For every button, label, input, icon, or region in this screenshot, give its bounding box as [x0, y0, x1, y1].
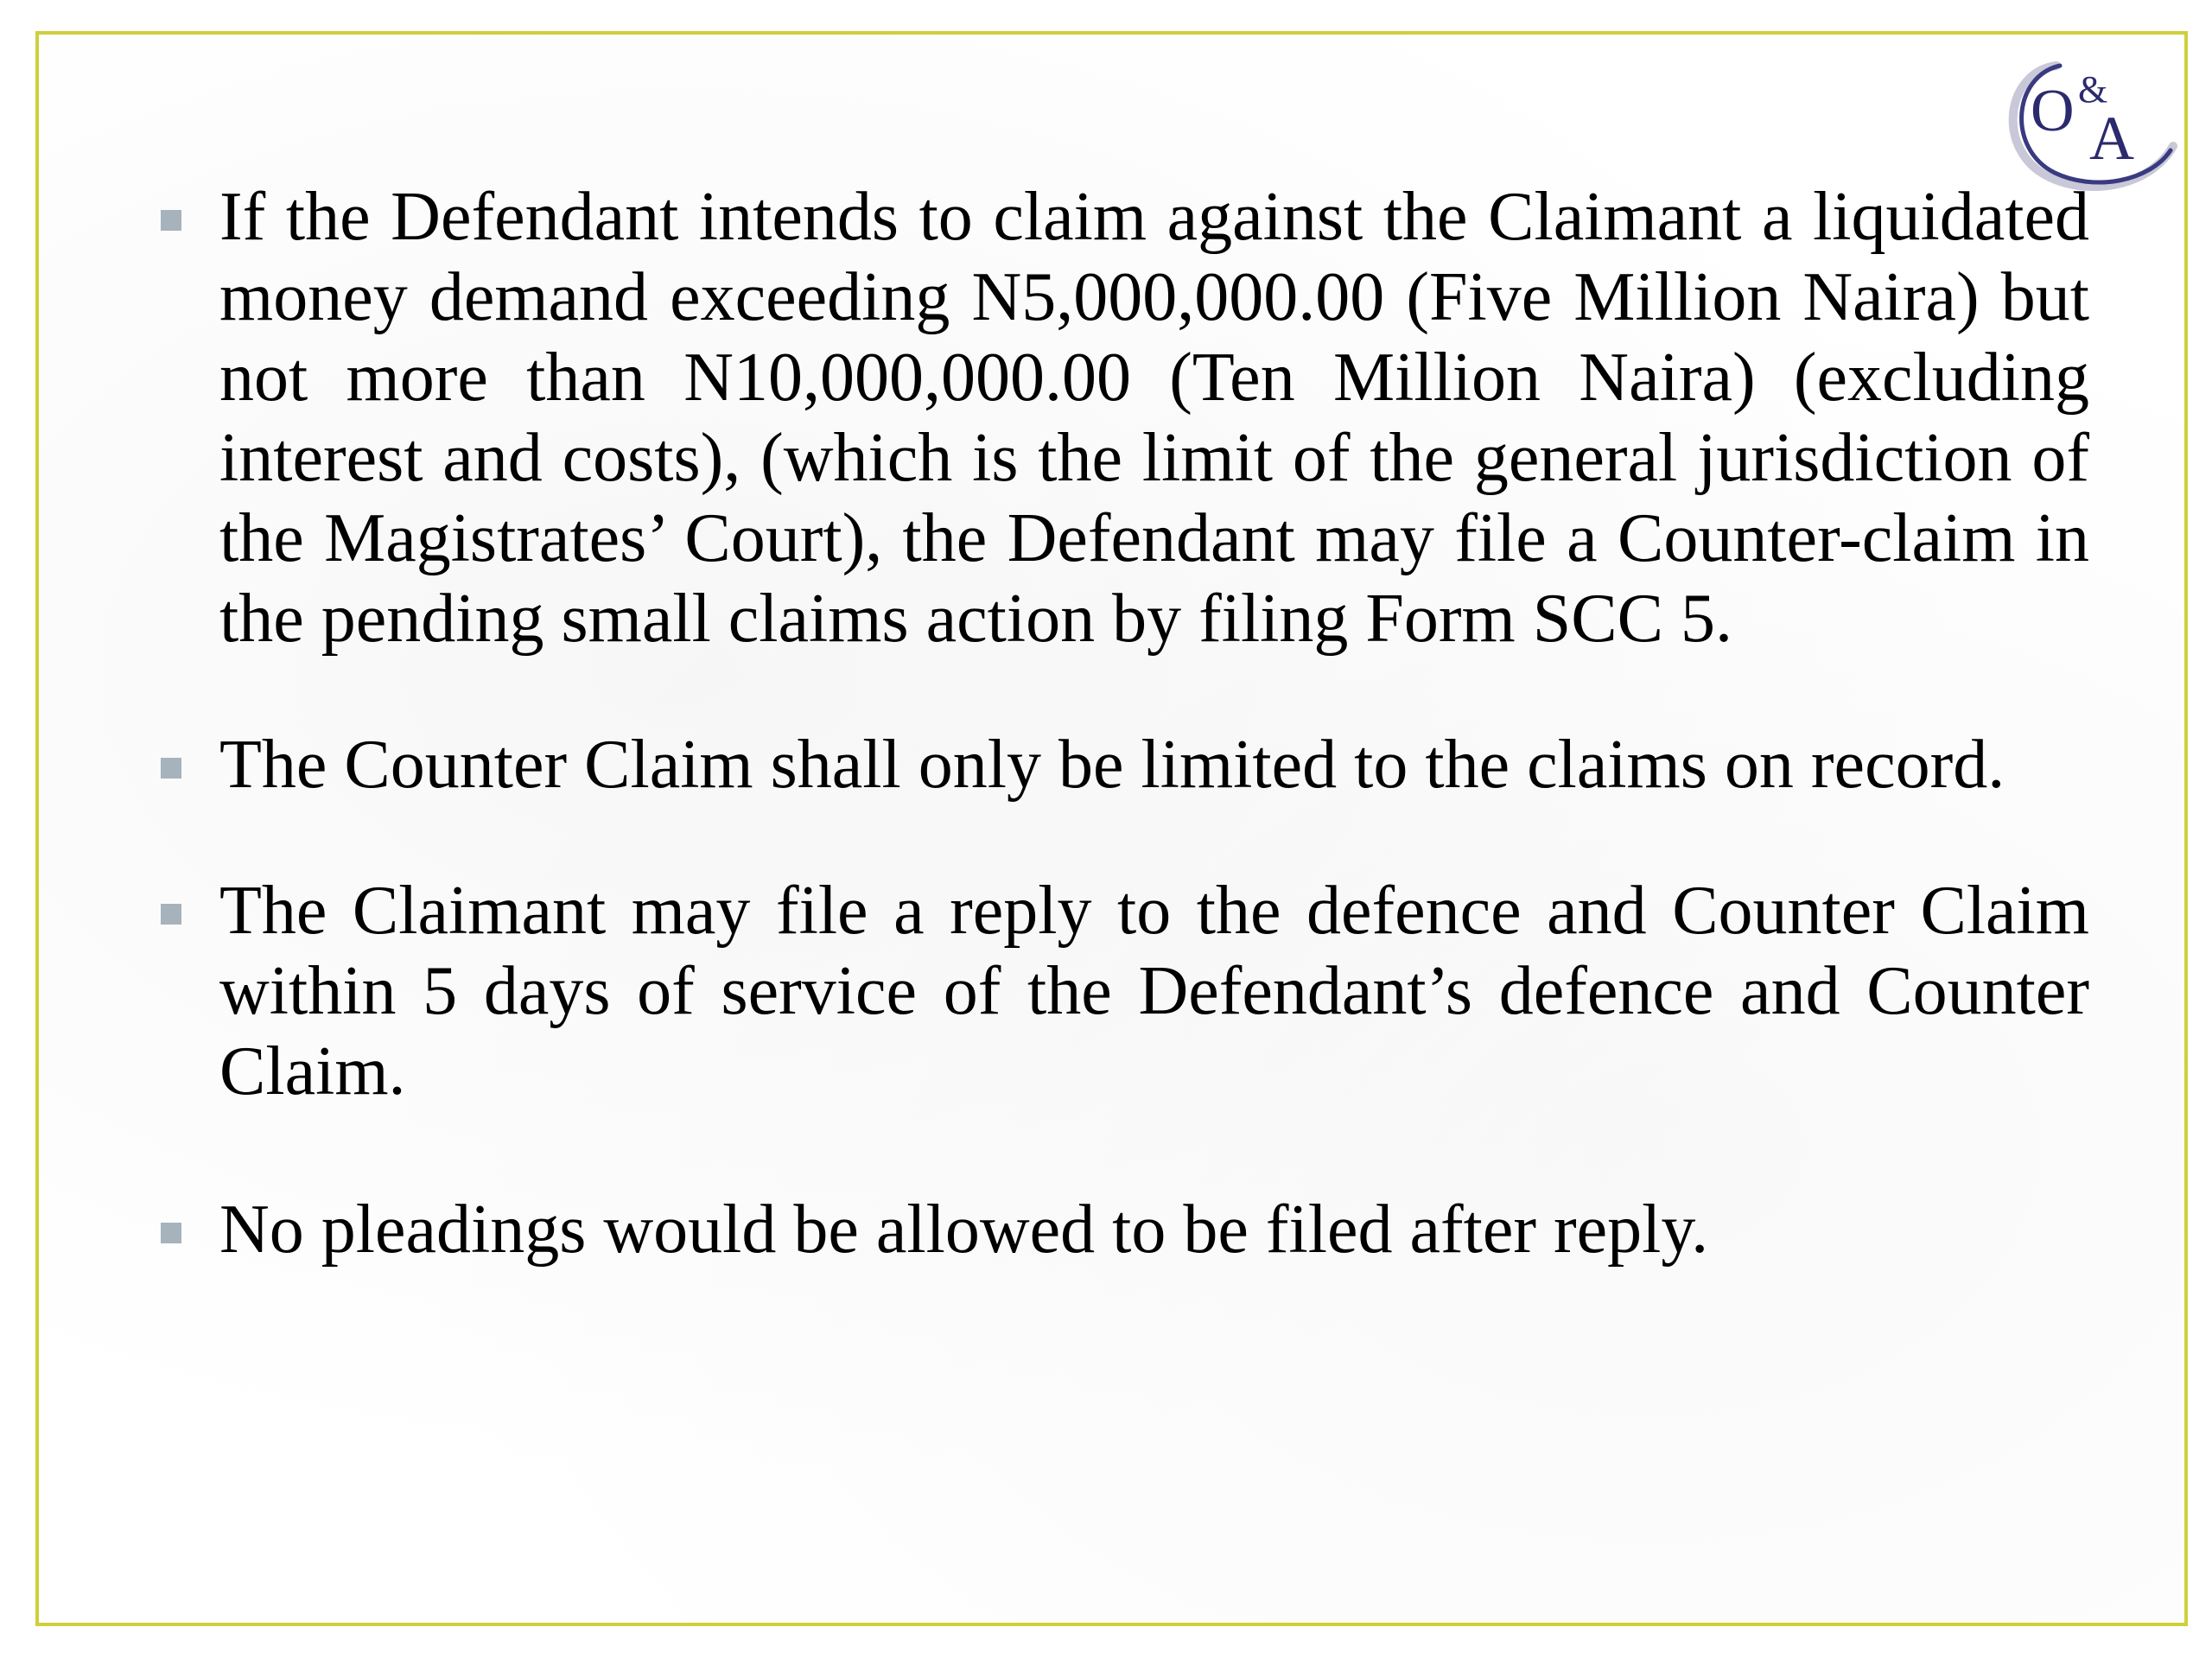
square-bullet-icon: [161, 904, 181, 925]
logo-letter-o: O: [2031, 78, 2075, 144]
bullet-text: The Claimant may file a reply to the defence and Counter Claim within 5 days of service of the Defendant’s defence and Counter Claim.: [219, 873, 2089, 1109]
square-bullet-icon: [161, 210, 181, 231]
bullet-item: [154, 725, 2089, 805]
bullet-text: The Counter Claim shall only be limited to the claims on record.: [219, 727, 2005, 803]
square-bullet-icon: [161, 1223, 181, 1243]
bullet-item: [154, 871, 2089, 1112]
bullet-list: [154, 177, 2089, 1270]
logo-ampersand: &: [2078, 68, 2108, 111]
bullet-item: [154, 1190, 2089, 1270]
bullet-item: [154, 177, 2089, 659]
square-bullet-icon: [161, 758, 181, 779]
bullet-text: If the Defendant intends to claim against the Claimant a liquidated money demand exceeding N5,000,000.00 (Five Million Naira) but not more than N10,000,000.00 (Ten Million Naira) (excluding interest and costs), (which is the limit of the general jurisdiction of the Magistrates’ Court), the Defendant may file a Counter-claim in the pending small claims action by filing Form SCC 5.: [219, 179, 2089, 657]
bullet-text: No pleadings would be allowed to be filed after reply.: [219, 1192, 1709, 1268]
logo-letter-a: A: [2089, 104, 2134, 173]
